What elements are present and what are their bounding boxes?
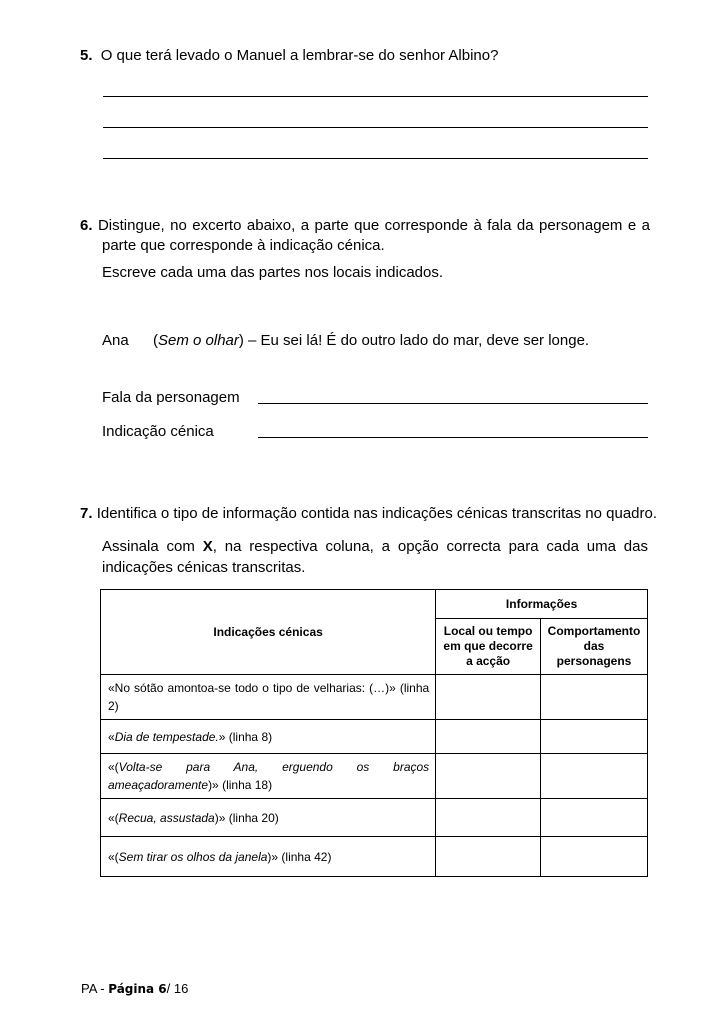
row-5-local-checkbox[interactable]	[436, 837, 541, 877]
row-3-comportamento-checkbox[interactable]	[541, 754, 648, 799]
label-indicacao-cenica: Indicação cénica	[102, 423, 214, 440]
row-3-local-checkbox[interactable]	[436, 754, 541, 799]
answer-line-5a[interactable]	[103, 96, 648, 97]
answer-line-fala[interactable]	[258, 403, 648, 404]
table-row	[101, 837, 648, 877]
question-6-number: 6.	[80, 217, 93, 234]
question-6-text-line1: Distingue, no excerto abaixo, a parte que corresponde à fala da personagem e a	[97, 217, 650, 234]
question-5-text: O que terá levado o Manuel a lembrar-se do senhor Albino?	[100, 47, 499, 64]
excerpt	[102, 332, 662, 349]
row-2-comportamento-checkbox[interactable]	[541, 720, 648, 754]
excerpt-speaker: Ana	[102, 332, 129, 349]
excerpt-stage-direction: Sem o olhar	[158, 332, 239, 349]
question-6-instruction: Escreve cada uma das partes nos locais indicados.	[102, 264, 444, 281]
label-fala-personagem: Fala da personagem	[102, 389, 240, 406]
question-5-number: 5.	[80, 47, 93, 64]
footer-prefix: PA -	[81, 981, 109, 996]
table-row	[101, 754, 648, 799]
excerpt-open: (	[153, 332, 158, 349]
row-4-local-checkbox[interactable]	[436, 799, 541, 837]
answer-line-5c[interactable]	[103, 158, 648, 159]
table-row	[101, 799, 648, 837]
row-2-text: «Dia de tempestade.» (linha 8)	[101, 720, 436, 754]
question-5	[80, 47, 498, 64]
row-1-comportamento-checkbox[interactable]	[541, 675, 648, 720]
question-7-number: 7.	[80, 505, 93, 522]
row-4-text: «(Recua, assustada)» (linha 20)	[101, 799, 436, 837]
question-7-text: Identifica o tipo de informação contida nas indicações cénicas transcritas no quadro.	[96, 505, 658, 522]
footer-page-label: Página 6	[108, 982, 167, 996]
question-6	[80, 216, 650, 256]
row-5-comportamento-checkbox[interactable]	[541, 837, 648, 877]
footer-total: / 16	[166, 981, 189, 996]
row-4-comportamento-checkbox[interactable]	[541, 799, 648, 837]
question-7-instruction	[102, 536, 648, 578]
header-comportamento: Comportamento das personagens	[541, 619, 648, 675]
row-2-local-checkbox[interactable]	[436, 720, 541, 754]
answer-line-5b[interactable]	[103, 127, 648, 128]
instruction-mark-x: X	[202, 538, 213, 555]
row-5-text: «(Sem tirar os olhos da janela)» (linha 42)	[101, 837, 436, 877]
header-indicacoes-cenicas: Indicações cénicas	[101, 590, 436, 675]
instruction-part2: , na respectiva coluna, a opção correcta para cada uma das	[212, 538, 648, 555]
answer-line-indicacao[interactable]	[258, 437, 648, 438]
instruction-line2: indicações cénicas transcritas.	[102, 559, 306, 576]
table-row	[101, 675, 648, 720]
row-1-local-checkbox[interactable]	[436, 675, 541, 720]
header-local-tempo: Local ou tempo em que decorre a acção	[436, 619, 541, 675]
page-footer	[81, 981, 188, 996]
classification-table	[100, 589, 648, 877]
question-6-text-line2: parte que corresponde à indicação cénica.	[102, 237, 385, 254]
excerpt-speech: ) – Eu sei lá! É do outro lado do mar, deve ser longe.	[238, 332, 590, 349]
row-3-text: «(Volta-se para Ana, erguendo os braços ameaçadoramente)» (linha 18)	[101, 754, 436, 799]
question-7	[80, 505, 657, 522]
instruction-part1: Assinala com	[102, 538, 203, 555]
table-row	[101, 720, 648, 754]
row-1-text: «No sótão amontoa-se todo o tipo de velharias: (…)» (linha 2)	[101, 675, 436, 720]
header-informacoes: Informações	[436, 590, 648, 619]
